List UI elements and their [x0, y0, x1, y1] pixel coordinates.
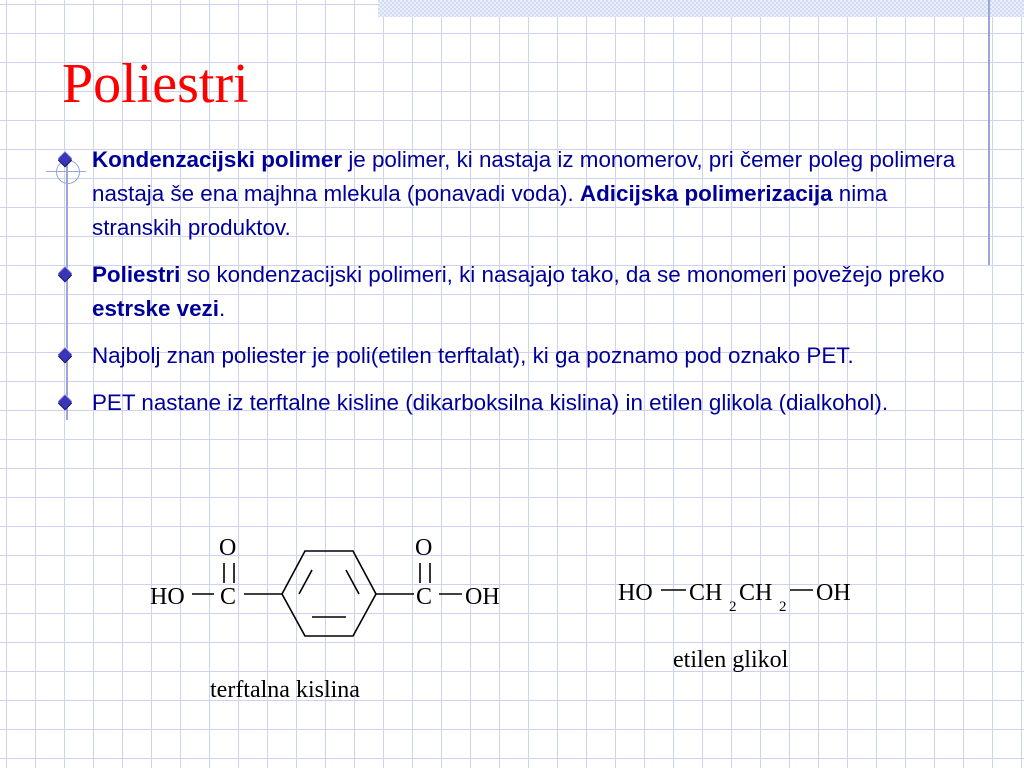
atom-o: O	[219, 535, 237, 561]
atom-c: C	[220, 584, 237, 610]
atom-c: C	[416, 584, 433, 610]
term-bold: Kondenzacijski polimer	[92, 147, 343, 172]
ring-inner-bond	[346, 570, 359, 594]
atom-oh: OH	[816, 580, 851, 606]
ring-inner-bond	[299, 570, 312, 594]
subscript-2: 2	[729, 599, 737, 615]
structure-caption: etilen glikol	[673, 647, 789, 673]
atom-ho: HO	[618, 580, 653, 606]
atom-ho: HO	[150, 584, 185, 610]
bullet-text: .	[218, 296, 226, 321]
subscript-2: 2	[779, 599, 787, 615]
bullet-text: je polimer, ki nastaja iz monomerov, pri čemer poleg polimera nastaja še ena majhna mlekula (ponavadi voda).	[92, 147, 956, 206]
bullet-text: PET nastane iz terftalne kisline (dikarboksilna kislina) in etilen glikola (dialkohol).	[92, 390, 889, 415]
atom-ch: CH	[739, 580, 773, 606]
structure-caption: terftalna kislina	[210, 677, 360, 703]
term-bold: Adicijska polimerizacija	[579, 181, 833, 206]
term-bold: Poliestri	[92, 262, 181, 287]
bullet-text: nima stranskih produktov.	[92, 181, 888, 240]
benzene-ring	[282, 551, 376, 636]
atom-oh: OH	[465, 584, 500, 610]
atom-ch: CH	[689, 580, 723, 606]
slide-title: Poliestri	[62, 53, 249, 115]
atom-o: O	[415, 535, 433, 561]
bullet-text: Najbolj znan poliester je poli(etilen terftalat), ki ga poznamo pod oznako PET.	[92, 343, 854, 368]
term-bold: estrske vezi	[92, 296, 219, 321]
bullet-text: so kondenzacijski polimeri, ki nasajajo tako, da se monomeri povežejo preko	[180, 262, 945, 287]
